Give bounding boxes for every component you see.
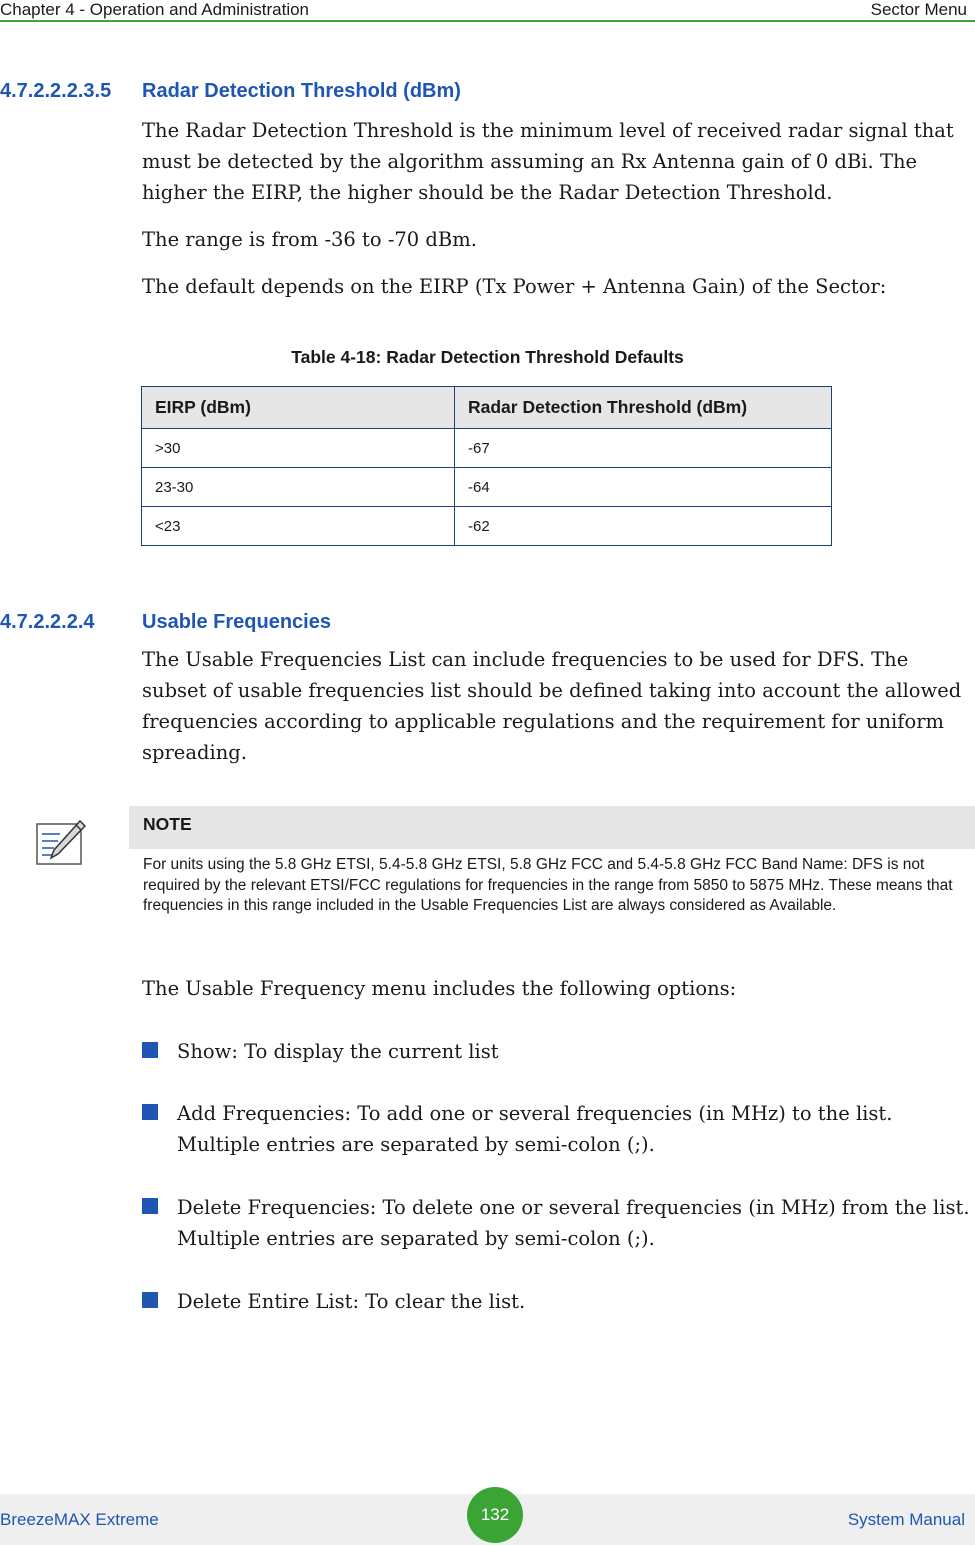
paragraph: The default depends on the EIRP (Tx Power + Antenna Gain) of the Sector: [142,275,887,298]
note-header-band [129,806,975,849]
note-label: NOTE [143,814,192,834]
table-cell: <23 [142,507,455,546]
bullet-marker [142,1042,158,1058]
section-title: Radar Detection Threshold (dBm) [142,80,461,102]
column-header: EIRP (dBm) [142,387,455,429]
header-rule [0,20,975,22]
table-header-row [142,387,832,429]
paragraph: The Radar Detection Threshold is the minimum level of received radar signal that must be detected by the algorithm assuming an Rx Antenna gain of 0 dBi. The higher the EIRP, the higher should be the Radar Detection Threshold. [142,119,954,204]
table-cell: >30 [142,429,455,468]
radar-threshold-table [141,386,832,546]
table-cell: -64 [455,468,832,507]
column-header: Radar Detection Threshold (dBm) [455,387,832,429]
section-number: 4.7.2.2.2.3.5 [0,80,112,102]
note-text: For units using the 5.8 GHz ETSI, 5.4-5.8 GHz ETSI, 5.8 GHz FCC and 5.4-5.8 GHz FCC Band Name: DFS is not required by the relevant ETSI/FCC regulations for frequencies in the range from 5850 to 5875 MHz. These means that frequencies in this range included in the Usable Frequencies List are always considered as Available. [143,856,953,914]
paragraph: The Usable Frequencies List can include frequencies to be used for DFS. The subset of usable frequencies list should be defined taking into account the allowed frequencies according to applicable regulations and the requirement for uniform spreading. [142,648,962,764]
section-title: Usable Frequencies [142,611,331,633]
note-pencil-icon [36,818,88,870]
table-caption: Table 4-18: Radar Detection Threshold Defaults [291,347,684,367]
chapter-title: Chapter 4 - Operation and Administration [0,0,310,19]
bullet-marker [142,1104,158,1120]
list-item: Delete Entire List: To clear the list. [177,1290,526,1313]
list-item: Show: To display the current list [177,1040,499,1063]
table-cell: -62 [455,507,832,546]
table-cell: -67 [455,429,832,468]
footer-manual: System Manual [847,1510,965,1529]
section-name: Sector Menu [870,0,967,19]
table-row [142,429,832,468]
bullet-marker [142,1292,158,1308]
footer-product: BreezeMAX Extreme [0,1510,159,1529]
menu-intro: The Usable Frequency menu includes the following options: [142,977,737,1000]
section-number: 4.7.2.2.2.4 [0,611,95,633]
bullet-marker [142,1198,158,1214]
table-row [142,468,832,507]
table-cell: 23-30 [142,468,455,507]
list-item: Add Frequencies: To add one or several frequencies (in MHz) to the list. Multiple entries are separated by semi-colon (;). [177,1102,893,1156]
table-row [142,507,832,546]
list-item: Delete Frequencies: To delete one or several frequencies (in MHz) from the list. Multiple entries are separated by semi-colon (;). [177,1196,970,1250]
paragraph: The range is from -36 to -70 dBm. [142,228,477,251]
page-number: 132 [467,1487,523,1543]
